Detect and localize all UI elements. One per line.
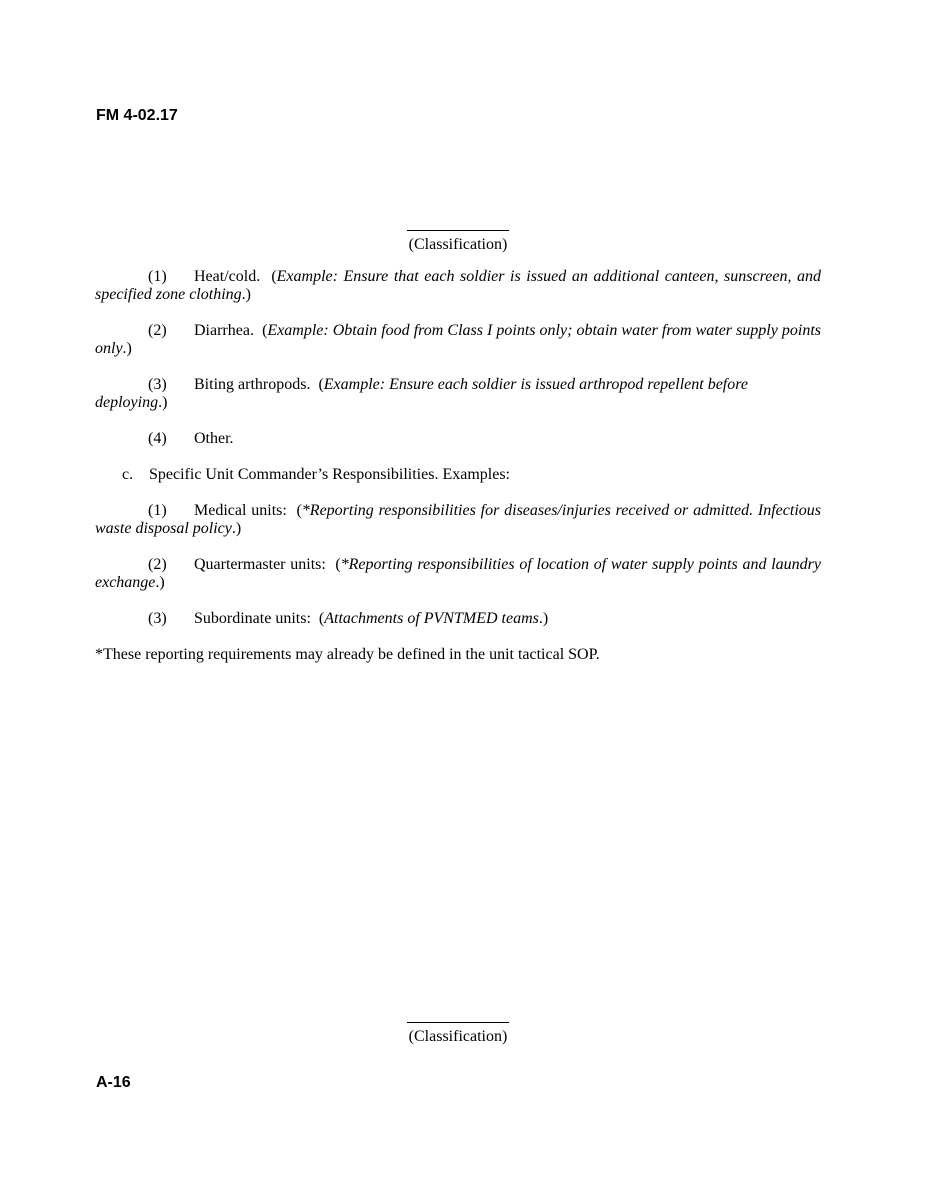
- list-item-medical-units: (1) Medical units: (*Reporting responsibilities for diseases/injuries received or admitted. Infectious waste disposal policy.): [95, 502, 821, 537]
- classification-marking-top: [380, 230, 536, 254]
- document-id: FM 4-02.17: [96, 107, 178, 124]
- item-label: Other.: [194, 430, 234, 447]
- item-example: Example: Obtain food from Class I points only; obtain water from water supply points only: [95, 322, 821, 357]
- footnote: *These reporting requirements may already be defined in the unit tactical SOP.: [95, 646, 600, 663]
- item-number: (3): [148, 376, 167, 393]
- item-number: (2): [148, 322, 167, 339]
- document-body: [95, 268, 821, 682]
- page-number: A-16: [96, 1074, 131, 1091]
- item-example: *Reporting responsibilities for diseases/injuries received or admitted. Infectious waste disposal policy: [95, 502, 821, 537]
- classification-marking-bottom: [380, 1022, 536, 1046]
- item-example: Attachments of PVNTMED teams: [324, 610, 539, 627]
- list-item-biting-arthropods: (3) Biting arthropods. (Example: Ensure each soldier is issued arthropod repellent before deploying.): [95, 376, 748, 411]
- item-label: Diarrhea.: [194, 322, 254, 339]
- item-label: Quartermaster units:: [194, 556, 326, 573]
- item-label: Medical units:: [194, 502, 287, 519]
- item-number: (1): [148, 502, 167, 519]
- item-example: *Reporting responsibilities of location of water supply points and laundry exchange: [95, 556, 821, 591]
- item-label: Biting arthropods.: [194, 376, 311, 393]
- item-number: (1): [148, 268, 167, 285]
- item-number: (4): [148, 430, 167, 447]
- item-label: Subordinate units:: [194, 610, 311, 627]
- classification-label-bottom: (Classification): [408, 1028, 508, 1045]
- item-number: (3): [148, 610, 167, 627]
- list-item-quartermaster-units: (2) Quartermaster units: (*Reporting responsibilities of location of water supply points and laundry exchange.): [95, 556, 821, 591]
- section-heading-text: Specific Unit Commander’s Responsibilities. Examples:: [149, 466, 510, 483]
- section-letter: c.: [122, 466, 134, 483]
- section-c-heading: [95, 466, 821, 484]
- list-item-subordinate-units: (3) Subordinate units: (Attachments of PVNTMED teams.): [148, 610, 549, 627]
- item-number: (2): [148, 556, 167, 573]
- classification-rule-top: [407, 230, 509, 231]
- list-item-heat-cold: (1) Heat/cold. (Example: Ensure that each soldier is issued an additional canteen, sunscreen, and specified zone clothing.): [95, 268, 822, 303]
- list-item-diarrhea: (2) Diarrhea. (Example: Obtain food from Class I points only; obtain water from water supply points only.): [95, 322, 821, 357]
- list-item-other: [95, 430, 821, 448]
- item-label: Heat/cold.: [194, 268, 261, 285]
- item-example: Example: Ensure each soldier is issued arthropod repellent before deploying: [95, 376, 748, 411]
- classification-label-top: (Classification): [408, 236, 508, 253]
- item-example: Example: Ensure that each soldier is issued an additional canteen, sunscreen, and specified zone clothing: [95, 268, 822, 303]
- classification-rule-bottom: [407, 1022, 509, 1023]
